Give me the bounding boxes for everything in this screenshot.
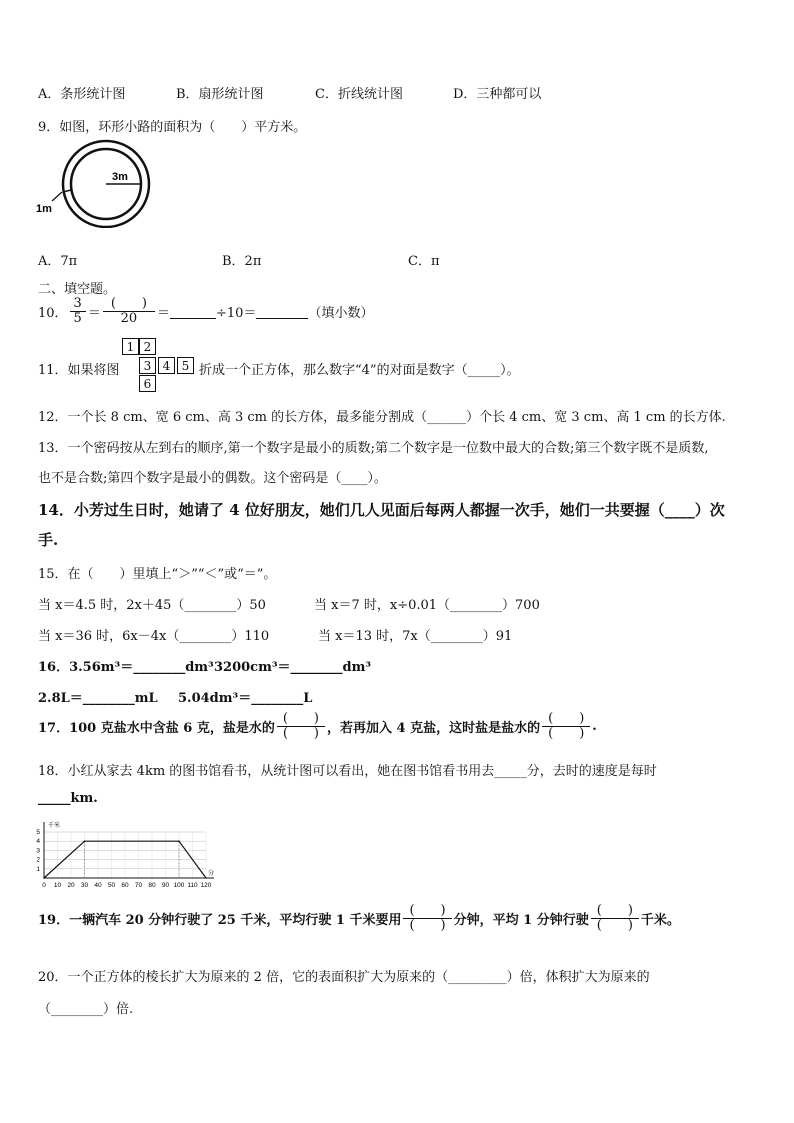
x-tick-label: 20	[67, 882, 75, 889]
q19-f2-numerator: ( )	[591, 904, 639, 919]
q16-item-2: 3200cm³＝________dm³	[214, 660, 372, 675]
q8-option-a: A．条形统计图	[38, 87, 126, 102]
q10-f2-denominator: 20	[120, 310, 138, 326]
q15-item-d: 当 x＝13 时，7x（________）91	[318, 629, 513, 644]
inner-radius-label: 3m	[112, 171, 128, 183]
x-tick-label: 70	[134, 882, 143, 889]
q8-option-c: C．折线统计图	[315, 87, 403, 102]
net-cell: 2	[139, 338, 156, 355]
y-tick-label: 3	[36, 847, 40, 855]
net-cell: 4	[158, 357, 175, 374]
q18-line-1: 18．小红从家去 4km 的图书馆看书，从统计图可以看出，她在图书馆看书用去_____分，去时的速度是每时	[38, 764, 657, 779]
y-tick-label: 1	[36, 865, 40, 873]
q10-f1-numerator: 3	[70, 297, 86, 312]
q10-f2-numerator: ( )	[103, 297, 155, 312]
x-tick-label: 10	[53, 882, 62, 889]
data-point	[205, 877, 207, 879]
q13-line-1: 13．一个密码按从左到右的顺序,第一个数字是最小的质数;第二个数字是一位数中最大的合数;第三个数字既不是质数,	[38, 441, 709, 456]
q10-fraction-1	[70, 297, 86, 325]
q19-fraction-2[interactable]	[591, 904, 639, 932]
x-tick-label: 90	[161, 882, 170, 889]
q17-f2-denominator: ( )	[548, 725, 585, 741]
q15-item-a: 当 x＝4.5 时，2x＋45（________）50	[38, 598, 266, 613]
q17-f1-denominator: ( )	[282, 725, 320, 741]
q19-end: 千米。	[640, 912, 680, 928]
q10-f1-denominator: 5	[73, 310, 82, 326]
q14-line-1: 14．小芳过生日时，她请了 4 位好朋友，她们几人见面后每两人都握一次手，她们一共要握（____）次	[38, 501, 725, 519]
net-cell: 5	[177, 357, 194, 374]
section-heading: 二、填空题。	[38, 282, 117, 297]
x-tick-label: 110	[187, 882, 198, 889]
q14-line-2: 手.	[38, 531, 59, 549]
q17-f2-numerator: ( )	[542, 712, 590, 727]
q10-blank-1[interactable]	[170, 304, 216, 319]
q8-option-d: D．三种都可以	[453, 87, 542, 102]
q17-fraction-2[interactable]	[542, 712, 590, 740]
y-tick-label: 5	[36, 829, 40, 836]
q13-line-2: 也不是合数;第四个数字是最小的偶数。这个密码是（____）。	[38, 471, 387, 486]
q9-option-b: B．2π	[222, 254, 262, 269]
q16-item-4: 5.04dm³＝________L	[178, 691, 313, 706]
x-tick-label: 50	[107, 882, 116, 889]
q10-number: 10．	[38, 305, 68, 321]
x-tick-label: 100	[173, 882, 185, 889]
x-tick-label: 60	[121, 882, 129, 889]
x-axis-label: 分	[208, 871, 215, 877]
data-point	[43, 877, 45, 879]
q10-fraction-2	[103, 297, 155, 325]
q19-middle: 分钟，平均 1 分钟行驶	[453, 912, 589, 928]
x-tick-label: 30	[80, 882, 89, 889]
q19-f1-numerator: ( )	[403, 904, 451, 919]
y-tick-label: 2	[36, 856, 40, 864]
q8-option-b: B．扇形统计图	[176, 87, 264, 102]
ring-path-figure	[34, 138, 159, 228]
q17-middle: ，若再加入 4 克盐，这时盐是盐水的	[327, 720, 541, 736]
q10-note: （填小数）	[308, 305, 374, 321]
x-tick-label: 120	[200, 882, 212, 889]
x-tick-label: 40	[94, 882, 102, 889]
q11-prefix: 11．如果将图	[38, 363, 120, 378]
q12-question: 12．一个长 8 cm、宽 6 cm、高 3 cm 的长方体，最多能分割成（______）个长 4 cm、宽 3 cm、高 1 cm 的长方体.	[38, 410, 726, 425]
q19-question	[38, 904, 680, 932]
data-point	[84, 840, 86, 842]
q10-equals-1: ＝	[87, 305, 101, 321]
q19-f2-denominator: ( )	[596, 917, 633, 933]
q16-item-1: 16．3.56m³＝________dm³	[38, 660, 214, 675]
q20-line-1: 20．一个正方体的棱长扩大为原来的 2 倍，它的表面积扩大为原来的（_________）倍，体积扩大为原来的	[38, 970, 650, 985]
q17-end: .	[592, 718, 597, 734]
net-cell: 6	[139, 375, 156, 392]
net-cell: 1	[122, 338, 139, 355]
q17-f1-numerator: ( )	[277, 712, 325, 727]
q19-fraction-1[interactable]	[403, 904, 451, 932]
data-point	[178, 840, 180, 842]
q19-prefix: 19．一辆汽车 20 分钟行驶了 25 千米，平均行驶 1 千米要用	[38, 912, 402, 928]
q16-item-3: 2.8L＝________mL	[38, 691, 158, 706]
q20-line-2: （________）倍.	[38, 1002, 134, 1017]
net-cell: 3	[139, 357, 156, 374]
q9-option-a: A．7π	[38, 254, 78, 269]
q10-divide: ÷10＝	[216, 305, 257, 321]
q18-line-2: _____km.	[38, 791, 98, 806]
q11-suffix: 折成一个正方体，那么数字“4”的对面是数字（_____）。	[199, 363, 520, 378]
q9-question: 9．如图，环形小路的面积为（ ）平方米。	[38, 120, 307, 135]
y-tick-label: 4	[36, 838, 40, 846]
q15-title: 15．在（ ）里填上“＞”“＜”或“＝”。	[38, 567, 277, 582]
q10-question	[38, 297, 373, 325]
distance-time-chart	[30, 820, 225, 892]
x-tick-label: 0	[42, 882, 46, 889]
q10-equals-2: ＝	[157, 305, 171, 321]
x-tick-label: 80	[148, 882, 156, 889]
q19-f1-denominator: ( )	[409, 917, 446, 933]
y-axis-label: 千米	[48, 823, 61, 829]
q9-option-c: C．π	[408, 254, 440, 269]
q15-item-b: 当 x＝7 时，x÷0.01（________）700	[314, 598, 540, 613]
q17-prefix: 17．100 克盐水中含盐 6 克，盐是水的	[38, 720, 275, 736]
ring-width-label: 1m	[36, 203, 52, 215]
q10-blank-2[interactable]	[256, 304, 308, 319]
q17-fraction-1[interactable]	[277, 712, 325, 740]
q15-item-c: 当 x＝36 时，6x－4x（________）110	[38, 629, 270, 644]
q17-question	[38, 712, 597, 740]
